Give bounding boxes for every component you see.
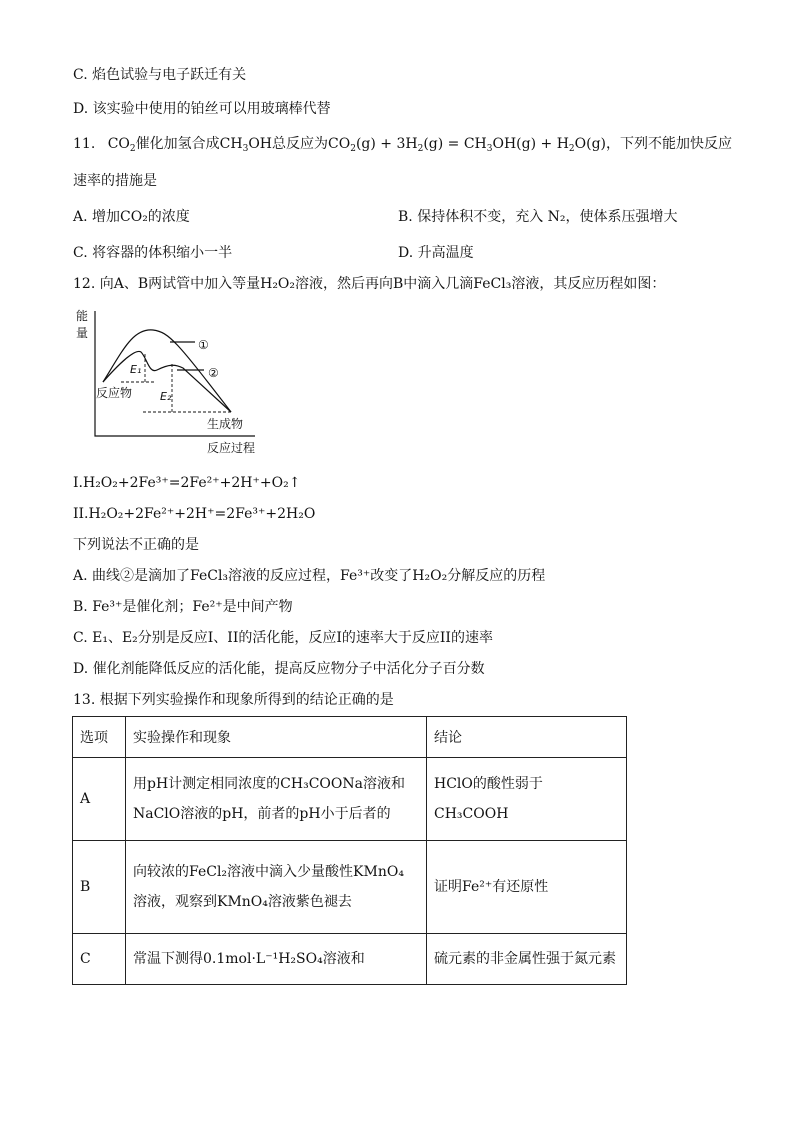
q11-stem: 11. $CO_2$催化加氢合成$CH_3OH$总反应为$CO_2(g) + 3H_2(g) = CH_3OH(g) + H_2O(g)$，下列不能加快反应 [73,136,733,154]
conclusion-line-1: 硫元素的非金属性强于氮元素 [434,951,616,967]
q12-option-d: D. 催化剂能降低反应的活化能，提高反应物分子中活化分子百分数 [73,661,485,677]
operation-line-1: 用pH计测定相同浓度的CH₃COONa溶液和 [133,776,405,792]
conclusion-line-1: HClO的酸性弱于 [434,776,543,792]
q11-option-d: D. 升高温度 [398,245,474,261]
table-row [73,841,627,934]
row-conclusion [427,934,627,985]
table-row [73,934,627,985]
q11-option-a: A. 增加CO₂的浓度 [73,209,190,225]
row-conclusion [427,841,627,934]
option-d-prev: D. 该实验中使用的铂丝可以用玻璃棒代替 [73,101,331,117]
diagram-curve2-label: ② [208,366,219,380]
q13-stem: 13. 根据下列实验操作和现象所得到的结论正确的是 [73,692,394,708]
q11-option-c: C. 将容器的体积缩小一半 [73,245,233,261]
row-conclusion [427,758,627,841]
row-operation [126,841,427,934]
q12-stem: 12. 向A、B两试管中加入等量H₂O₂溶液，然后再向B中滴入几滴FeCl₃溶液，其反应历程如图： [73,276,666,292]
option-c-prev: C. 焰色试验与电子跃迁有关 [73,67,247,83]
q12-equation-1: I.H₂O₂+2Fe³⁺=2Fe²⁺+2H⁺+O₂↑ [73,475,301,491]
diagram-ylabel-2: 量 [76,326,89,340]
operation-line-2: NaClO溶液的pH，前者的pH小于后者的 [133,806,391,822]
diagram-xlabel: 反应过程 [207,441,256,455]
conclusion-line-1: 证明Fe²⁺有还原性 [434,879,549,895]
diagram-ylabel-1: 能 [76,309,89,323]
row-option: A [73,758,126,841]
q11-tail: ，下列不能加快反应 [606,136,733,152]
q11-number: 11. [73,136,96,152]
row-operation [126,758,427,841]
energy-profile-diagram [73,306,273,458]
q12-equation-2: II.H₂O₂+2Fe²⁺+2H⁺=2Fe³⁺+2H₂O [73,506,316,522]
diagram-e2-label: E₂ [160,390,172,403]
q11-option-b: B. 保持体积不变，充入 N₂，使体系压强增大 [398,209,678,225]
q12-option-b: B. Fe³⁺是催化剂；Fe²⁺是中间产物 [73,599,293,615]
q12-option-c: C. E₁、E₂分别是反应I、II的活化能，反应I的速率大于反应II的速率 [73,630,493,646]
header-conclusion: 结论 [427,717,627,758]
q12-question: 下列说法不正确的是 [73,537,199,553]
operation-line-1: 向较浓的FeCl₂溶液中滴入少量酸性KMnO₄ [133,864,404,880]
table-row [73,758,627,841]
table-header-row [73,717,627,758]
q11-mid: 总反应为 [272,136,328,152]
conclusion-line-2: CH₃COOH [434,806,509,822]
operation-line-1: 常温下测得0.1mol·L⁻¹H₂SO₄溶液和 [133,951,365,967]
q11-equation: $CO_2(g) + 3H_2(g) = CH_3OH(g) + H_2O(g)$ [328,136,607,154]
header-operation: 实验操作和现象 [126,717,427,758]
q13-table [72,716,627,985]
row-option: B [73,841,126,934]
row-operation [126,934,427,985]
q11-lead: 催化加氢合成 [135,136,220,152]
operation-line-2: 溶液，观察到KMnO₄溶液紫色褪去 [133,894,352,910]
row-option: C [73,934,126,985]
q11-line2: 速率的措施是 [73,173,157,189]
q12-option-a: A. 曲线②是滴加了FeCl₃溶液的反应过程，Fe³⁺改变了H₂O₂分解反应的历程 [73,568,546,584]
diagram-reactant-label: 反应物 [96,386,133,400]
diagram-e1-label: E₁ [130,363,142,376]
diagram-curve1-label: ① [198,338,209,352]
header-option: 选项 [73,717,126,758]
diagram-product-label: 生成物 [207,417,244,431]
